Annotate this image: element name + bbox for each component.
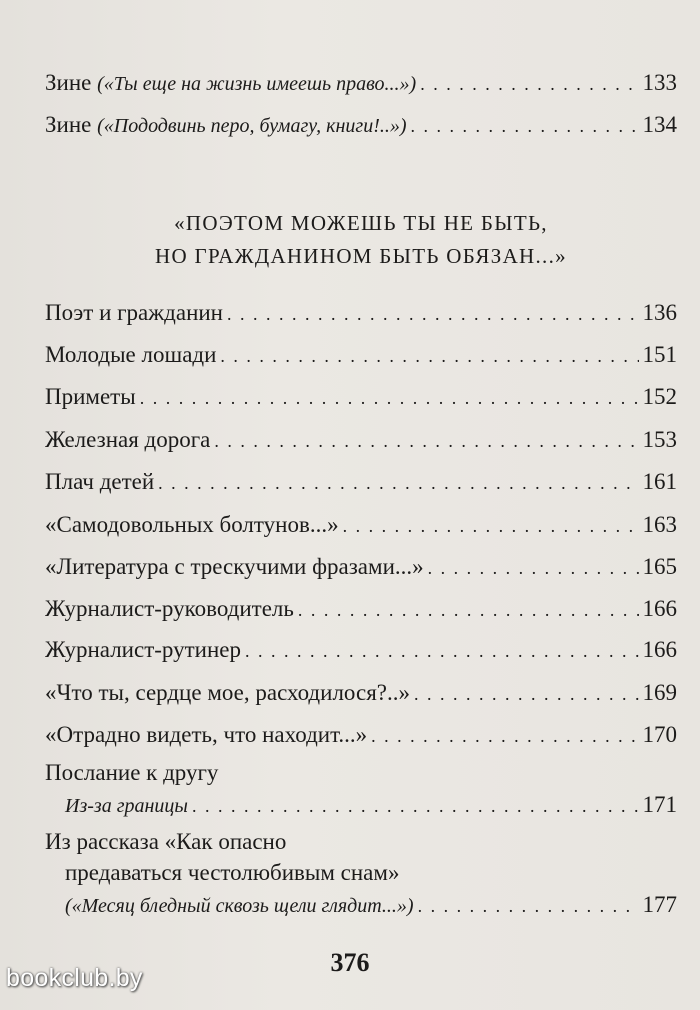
toc-entry-title: Послание к другу: [45, 760, 219, 785]
toc-entry-title: Зине («Пододвинь перо, бумагу, книги!..»): [45, 112, 407, 137]
dot-leader: [420, 68, 638, 100]
toc-entry: [45, 339, 677, 371]
toc-entry: [45, 424, 677, 456]
toc-entry-title: Зине («Ты еще на жизнь имеешь право...»): [45, 70, 417, 95]
dot-leader: [227, 298, 639, 330]
section-heading-line1: «ПОЭТОМ МОЖЕШЬ ТЫ НЕ БЫТЬ,: [174, 211, 548, 235]
toc-entry: [45, 889, 677, 921]
toc-entry: [45, 109, 677, 141]
toc-page-number: 134: [642, 112, 677, 137]
toc-entry-subtitle: («Месяц бледный сквозь щели глядит...»): [65, 895, 414, 917]
toc-page-number: 152: [642, 384, 677, 409]
toc-page-number: 161: [642, 469, 677, 494]
toc-entry-title: Журналист-руководитель: [45, 596, 294, 621]
toc-entry-title: Поэт и гражданин: [45, 300, 223, 325]
toc-entry-title-line1: Из рассказа «Как опасно: [45, 829, 287, 854]
toc-page-number: 170: [642, 722, 677, 747]
dot-leader: [298, 594, 639, 626]
toc-entry: [45, 677, 677, 709]
toc-entry-title: Молодые лошади: [45, 342, 217, 367]
dot-leader: [418, 890, 639, 922]
dot-leader: [158, 467, 638, 499]
toc-page-number: 177: [642, 892, 677, 917]
toc-entry: [45, 593, 677, 625]
toc-entry-title: Приметы: [45, 384, 136, 409]
toc-entry-title: Плач детей: [45, 469, 155, 494]
toc-entry: [45, 466, 677, 498]
section-heading-line2: НО ГРАЖДАНИНОМ БЫТЬ ОБЯЗАН...»: [155, 244, 567, 268]
dot-leader: [411, 110, 639, 142]
toc-entry: [45, 67, 677, 99]
dot-leader: [192, 790, 639, 822]
toc-entry-title: «Отрадно видеть, что находит...»: [45, 722, 368, 747]
toc-entry: [45, 789, 677, 821]
dot-leader: [214, 425, 638, 457]
dot-leader: [428, 552, 639, 584]
toc-entry: [45, 381, 677, 413]
toc-entry: [45, 719, 677, 751]
toc-page-number: 133: [642, 70, 677, 95]
toc-entry-title: «Литература с трескучими фразами...»: [45, 554, 424, 579]
toc-entry-subtitle: Из-за границы: [65, 795, 188, 817]
dot-leader: [371, 720, 638, 752]
toc-page-number: 166: [642, 637, 677, 662]
dot-leader: [414, 678, 639, 710]
toc-entry-title: Журналист-рутинер: [45, 637, 241, 662]
toc-entry-title: «Самодовольных болтунов...»: [45, 512, 339, 537]
toc-entry-title-line2: предаваться честолюбивым снам»: [65, 860, 400, 885]
toc-entry: [45, 551, 677, 583]
toc-page-number: 165: [642, 554, 677, 579]
toc-page-number: 151: [642, 342, 677, 367]
toc-page-number: 169: [642, 680, 677, 705]
dot-leader: [343, 510, 639, 542]
toc-entry: [45, 297, 677, 329]
toc-entry: [45, 509, 677, 541]
toc-entry: [45, 634, 677, 666]
toc-page-number: 153: [642, 427, 677, 452]
dot-leader: [245, 635, 639, 667]
toc-entry-title: «Что ты, сердце мое, расходилося?..»: [45, 680, 410, 705]
watermark-logo: bookclub.by: [6, 964, 143, 992]
toc-page-number: 171: [642, 792, 677, 817]
toc-page-number: 166: [642, 596, 677, 621]
dot-leader: [140, 382, 639, 414]
page-number: 376: [330, 948, 370, 977]
toc-page-number: 136: [642, 300, 677, 325]
toc-entry-title: Железная дорога: [45, 427, 211, 452]
dot-leader: [220, 340, 638, 372]
toc-page-number: 163: [642, 512, 677, 537]
